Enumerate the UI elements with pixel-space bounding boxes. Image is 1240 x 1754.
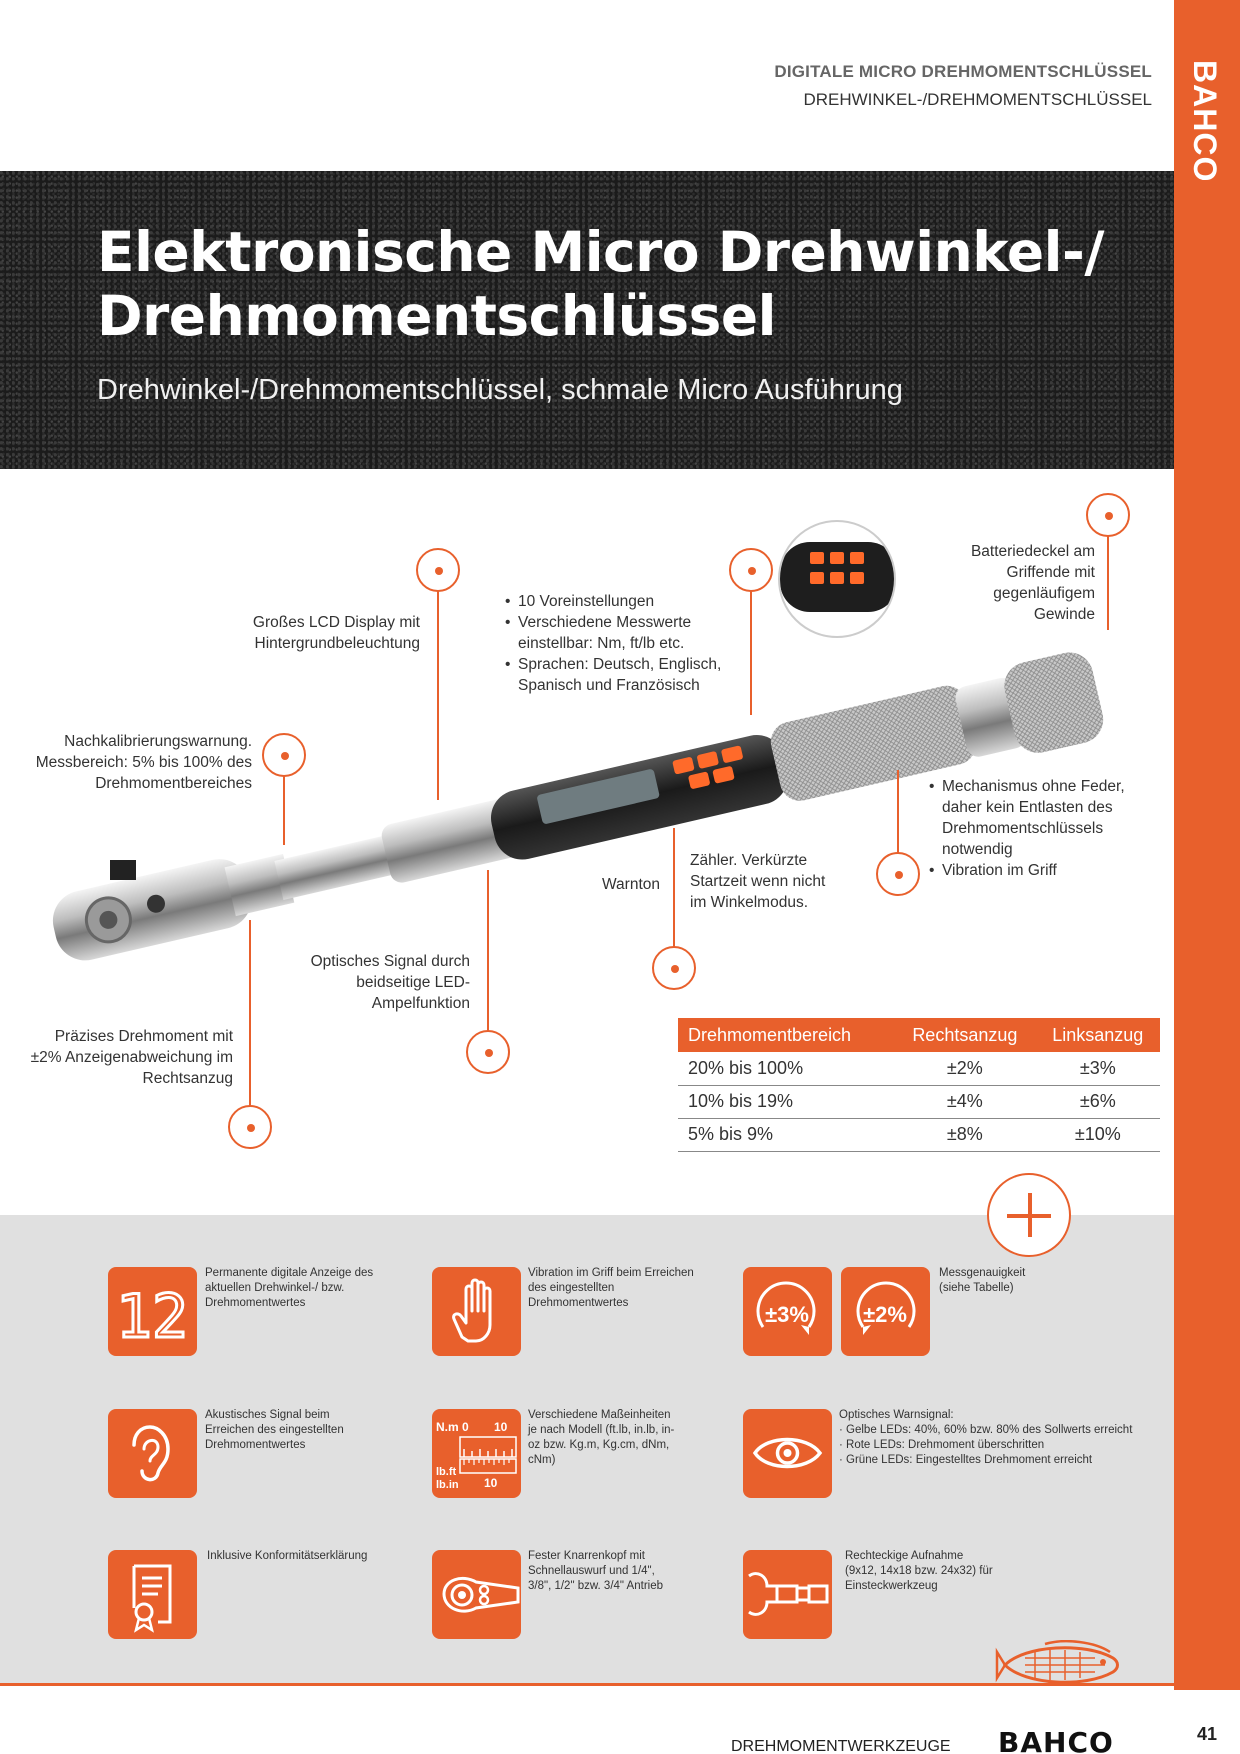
callout-line-lcd (437, 570, 439, 800)
table-header-row (678, 1018, 1160, 1052)
table-cell: ±10% (1036, 1118, 1160, 1151)
header-line-1: DIGITALE MICRO DREHMOMENTSCHLÜSSEL (774, 62, 1152, 81)
svg-text:±3%: ±3% (765, 1302, 809, 1327)
table-cell: 5% bis 9% (678, 1118, 894, 1151)
callout-mechanism (929, 776, 1154, 881)
table-cell: 20% bis 100% (678, 1052, 894, 1085)
callout-marker-mechanism (876, 852, 920, 896)
table-cell: ±4% (894, 1085, 1035, 1118)
callout-marker-counter (652, 946, 696, 990)
table-row (678, 1052, 1160, 1085)
feature-conformity-text: Inklusive Konformitätserklärung (207, 1550, 368, 1562)
feature-warning-line: · Grüne LEDs: Eingestelltes Drehmoment erreicht (839, 1454, 1093, 1466)
svg-text:10: 10 (484, 1476, 498, 1490)
table-row (678, 1085, 1160, 1118)
accuracy-right-icon (743, 1267, 832, 1356)
callout-line-optical (487, 870, 489, 1052)
accuracy-table (678, 1018, 1160, 1152)
callout-mechanism-item: • Mechanismus ohne Feder, daher kein Entlasten des Drehmomentschlüssels notwendig (929, 776, 1154, 860)
callout-settings (505, 591, 755, 696)
table-cell: ±3% (1036, 1052, 1160, 1085)
callout-precise: Präzises Drehmoment mit ±2% Anzeigenabweichung im Rechtsanzug (30, 1028, 233, 1087)
callout-marker-lcd (416, 548, 460, 592)
fish-logo-icon (995, 1640, 1125, 1690)
feature-warning-line: · Gelbe LEDs: 40%, 60% bzw. 80% des Sollwerts erreicht (839, 1424, 1133, 1436)
callout-settings-item: • Verschiedene Messwerte einstellbar: Nm, ft/lb etc. (505, 612, 755, 654)
header-line-2: DREHWINKEL-/DREHMOMENTSCHLÜSSEL (803, 90, 1152, 109)
hero-title: Elektronische Micro Drehwinkel-/ Drehmomentschlüssel (97, 220, 1104, 348)
callout-settings-item: • Sprachen: Deutsch, Englisch, Spanisch und Französisch (505, 654, 755, 696)
table-cell: 10% bis 19% (678, 1085, 894, 1118)
svg-text:lb.ft: lb.ft (436, 1466, 457, 1478)
callout-warnton: Warnton (602, 876, 661, 893)
feature-ratchet-text: Fester Knarrenkopf mit Schnellauswurf und 1/4", 3/8", 1/2" bzw. 3/4" Antrieb (528, 1550, 663, 1592)
page-number: 41 (1196, 1724, 1218, 1744)
svg-text:10: 10 (494, 1420, 508, 1434)
callout-line-precise (249, 920, 251, 1127)
footer-category: DREHMOMENTWERKZEUGE (731, 1738, 951, 1754)
ratchet-head-icon (432, 1550, 521, 1639)
eye-icon (743, 1409, 832, 1498)
brand-vertical: BAHCO (1187, 60, 1223, 183)
svg-text:N.m: N.m (436, 1420, 459, 1434)
rectangular-insert-icon (743, 1550, 832, 1639)
feature-warning-title: Optisches Warnsignal: (839, 1409, 954, 1421)
table-row (678, 1118, 1160, 1151)
feature-vibration-text: Vibration im Griff beim Erreichen des eingestellten Drehmomentwertes (528, 1267, 694, 1309)
feature-warning-line: · Rote LEDs: Drehmoment überschritten (839, 1439, 1045, 1451)
digital-display-icon (108, 1267, 197, 1356)
callout-settings-item: • 10 Voreinstellungen (505, 591, 755, 612)
svg-text:12: 12 (115, 1282, 189, 1352)
footer-brand-logo: BAHCO (998, 1726, 1114, 1754)
feature-display-text: Permanente digitale Anzeige des aktuellen Drehwinkel-/ bzw. Drehmomentwertes (205, 1267, 374, 1309)
table-header-cell: Drehmomentbereich (678, 1018, 894, 1052)
callout-recal: Nachkalibrierungswarnung. Messbereich: 5% bis 100% des Drehmomentbereiches (35, 733, 252, 792)
table-header-cell: Linksanzug (1036, 1018, 1160, 1052)
svg-text:0: 0 (462, 1420, 469, 1434)
feature-rect-text: Rechteckige Aufnahme (9x12, 14x18 bzw. 24x32) für Einsteckwerkzeug (845, 1550, 993, 1592)
hand-vibration-icon (432, 1267, 521, 1356)
table-cell: ±2% (894, 1052, 1035, 1085)
units-scale-icon (432, 1409, 521, 1498)
callout-mechanism-item: • Vibration im Griff (929, 860, 1154, 881)
hero-subtitle: Drehwinkel-/Drehmomentschlüssel, schmale Micro Ausführung (97, 374, 903, 406)
svg-text:±2%: ±2% (863, 1302, 907, 1327)
callout-marker-battery (1086, 493, 1130, 537)
callout-counter: Zähler. Verkürzte Startzeit wenn nicht im Winkelmodus. (690, 852, 826, 911)
accuracy-left-icon (841, 1267, 930, 1356)
certificate-icon (108, 1550, 197, 1639)
callout-battery: Batteriedeckel am Griffende mit gegenläufigem Gewinde (970, 543, 1095, 623)
callout-marker-precise (228, 1105, 272, 1149)
svg-text:lb.in: lb.in (436, 1479, 459, 1491)
table-header-cell: Rechtsanzug (894, 1018, 1035, 1052)
ear-icon (108, 1409, 197, 1498)
buttons-inset-image (778, 520, 896, 638)
plus-icon (987, 1173, 1071, 1257)
callout-marker-optical (466, 1030, 510, 1074)
feature-accuracy-text: Messgenauigkeit (siehe Tabelle) (939, 1267, 1026, 1294)
callout-marker-recal (262, 733, 306, 777)
callout-marker-settings (729, 548, 773, 592)
feature-acoustic-text: Akustisches Signal beim Erreichen des eingestellten Drehmomentwertes (205, 1409, 344, 1451)
table-cell: ±8% (894, 1118, 1035, 1151)
table-cell: ±6% (1036, 1085, 1160, 1118)
side-bar (1174, 0, 1240, 1754)
callout-optical: Optisches Signal durch beidseitige LED-Ampelfunktion (310, 953, 470, 1012)
callout-lcd: Großes LCD Display mit Hintergrundbeleuchtung (252, 614, 420, 652)
feature-warning-text (839, 1408, 1159, 1468)
feature-units-text: Verschiedene Maßeinheiten je nach Modell (ft.lb, in.lb, in-oz bzw. Kg.m, Kg.cm, dNm, cNm) (528, 1409, 675, 1466)
